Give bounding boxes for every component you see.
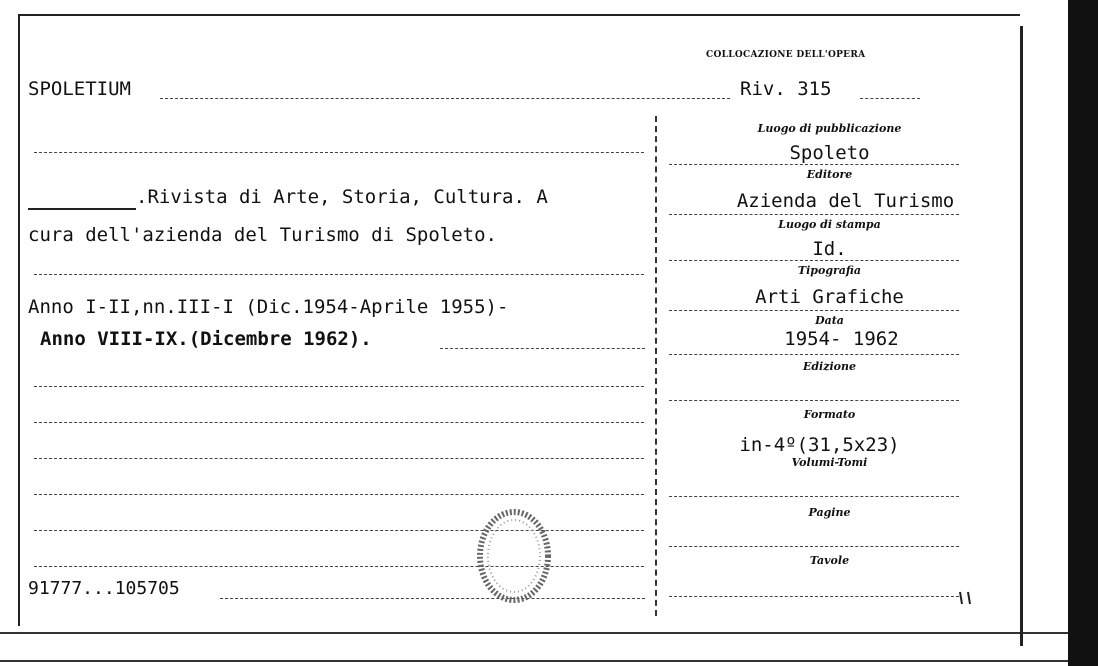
desc-rule-2: [34, 274, 644, 275]
card-title: SPOLETIUM: [28, 78, 131, 100]
rule-edizione: [669, 400, 959, 401]
luogo-pubblicazione-value: Spoleto: [789, 142, 870, 164]
volumi-label: Volumi-Tomi: [791, 456, 868, 469]
data-value: 1954- 1962: [784, 328, 899, 350]
shelfmark-rule: [860, 98, 920, 99]
scan-border-bottom-2: [0, 660, 1068, 662]
formato-value: in-4º(31,5x23): [739, 434, 900, 456]
pagine-label: Pagine: [808, 506, 851, 519]
rule-stampa: [669, 260, 959, 261]
metadata-panel: [655, 116, 1002, 616]
rule-pagine: [669, 546, 959, 547]
description-line-2: cura dell'azienda del Turismo di Spoleto.: [28, 224, 497, 246]
rule-tipografia: [669, 310, 959, 311]
rule-tavole: [669, 596, 959, 597]
desc-blank: [28, 208, 136, 210]
description-line-1: .Rivista di Arte, Storia, Cultura. A: [136, 186, 548, 208]
editore-label: Editore: [806, 168, 853, 181]
rule-volumi: [669, 496, 959, 497]
data-label: Data: [815, 314, 844, 327]
holdings-line-2: Anno VIII-IX.(Dicembre 1962).: [40, 328, 372, 350]
rule-luogo: [669, 164, 959, 165]
holdings-rule: [440, 348, 645, 349]
desc-rule-1: [34, 152, 644, 153]
card-right-border: [1020, 26, 1023, 646]
editore-value: Azienda del Turismo: [736, 190, 955, 212]
tipografia-value: Arti Grafiche: [755, 286, 904, 308]
blank-rule-3: [34, 458, 644, 459]
library-stamp: [474, 508, 554, 604]
luogo-pubblicazione-label: Luogo di pubblicazione: [757, 122, 902, 135]
edizione-label: Edizione: [802, 360, 856, 373]
blank-rule-1: [34, 386, 644, 387]
scan-border-bottom: [0, 632, 1068, 634]
tavole-label: Tavole: [809, 554, 850, 567]
inventory-rule: [220, 598, 645, 599]
holdings-line-1: Anno I-II,nn.III-I (Dic.1954-Aprile 1955)-: [28, 296, 509, 318]
inventory-number: 91777...105705: [28, 578, 180, 599]
blank-rule-2: [34, 422, 644, 423]
rule-editore: [669, 214, 959, 215]
scan-edge: [1068, 0, 1098, 666]
title-rule: [160, 98, 730, 99]
luogo-stampa-value: Id.: [812, 238, 847, 260]
luogo-stampa-label: Luogo di stampa: [778, 218, 881, 231]
handwritten-mark: [956, 590, 976, 606]
collocazione-label: COLLOCAZIONE DELL'OPERA: [706, 50, 866, 60]
rule-data: [669, 354, 959, 355]
tipografia-label: Tipografia: [797, 264, 862, 277]
formato-label: Formato: [803, 408, 856, 421]
shelfmark: Riv. 315: [740, 78, 832, 100]
blank-rule-4: [34, 494, 644, 495]
